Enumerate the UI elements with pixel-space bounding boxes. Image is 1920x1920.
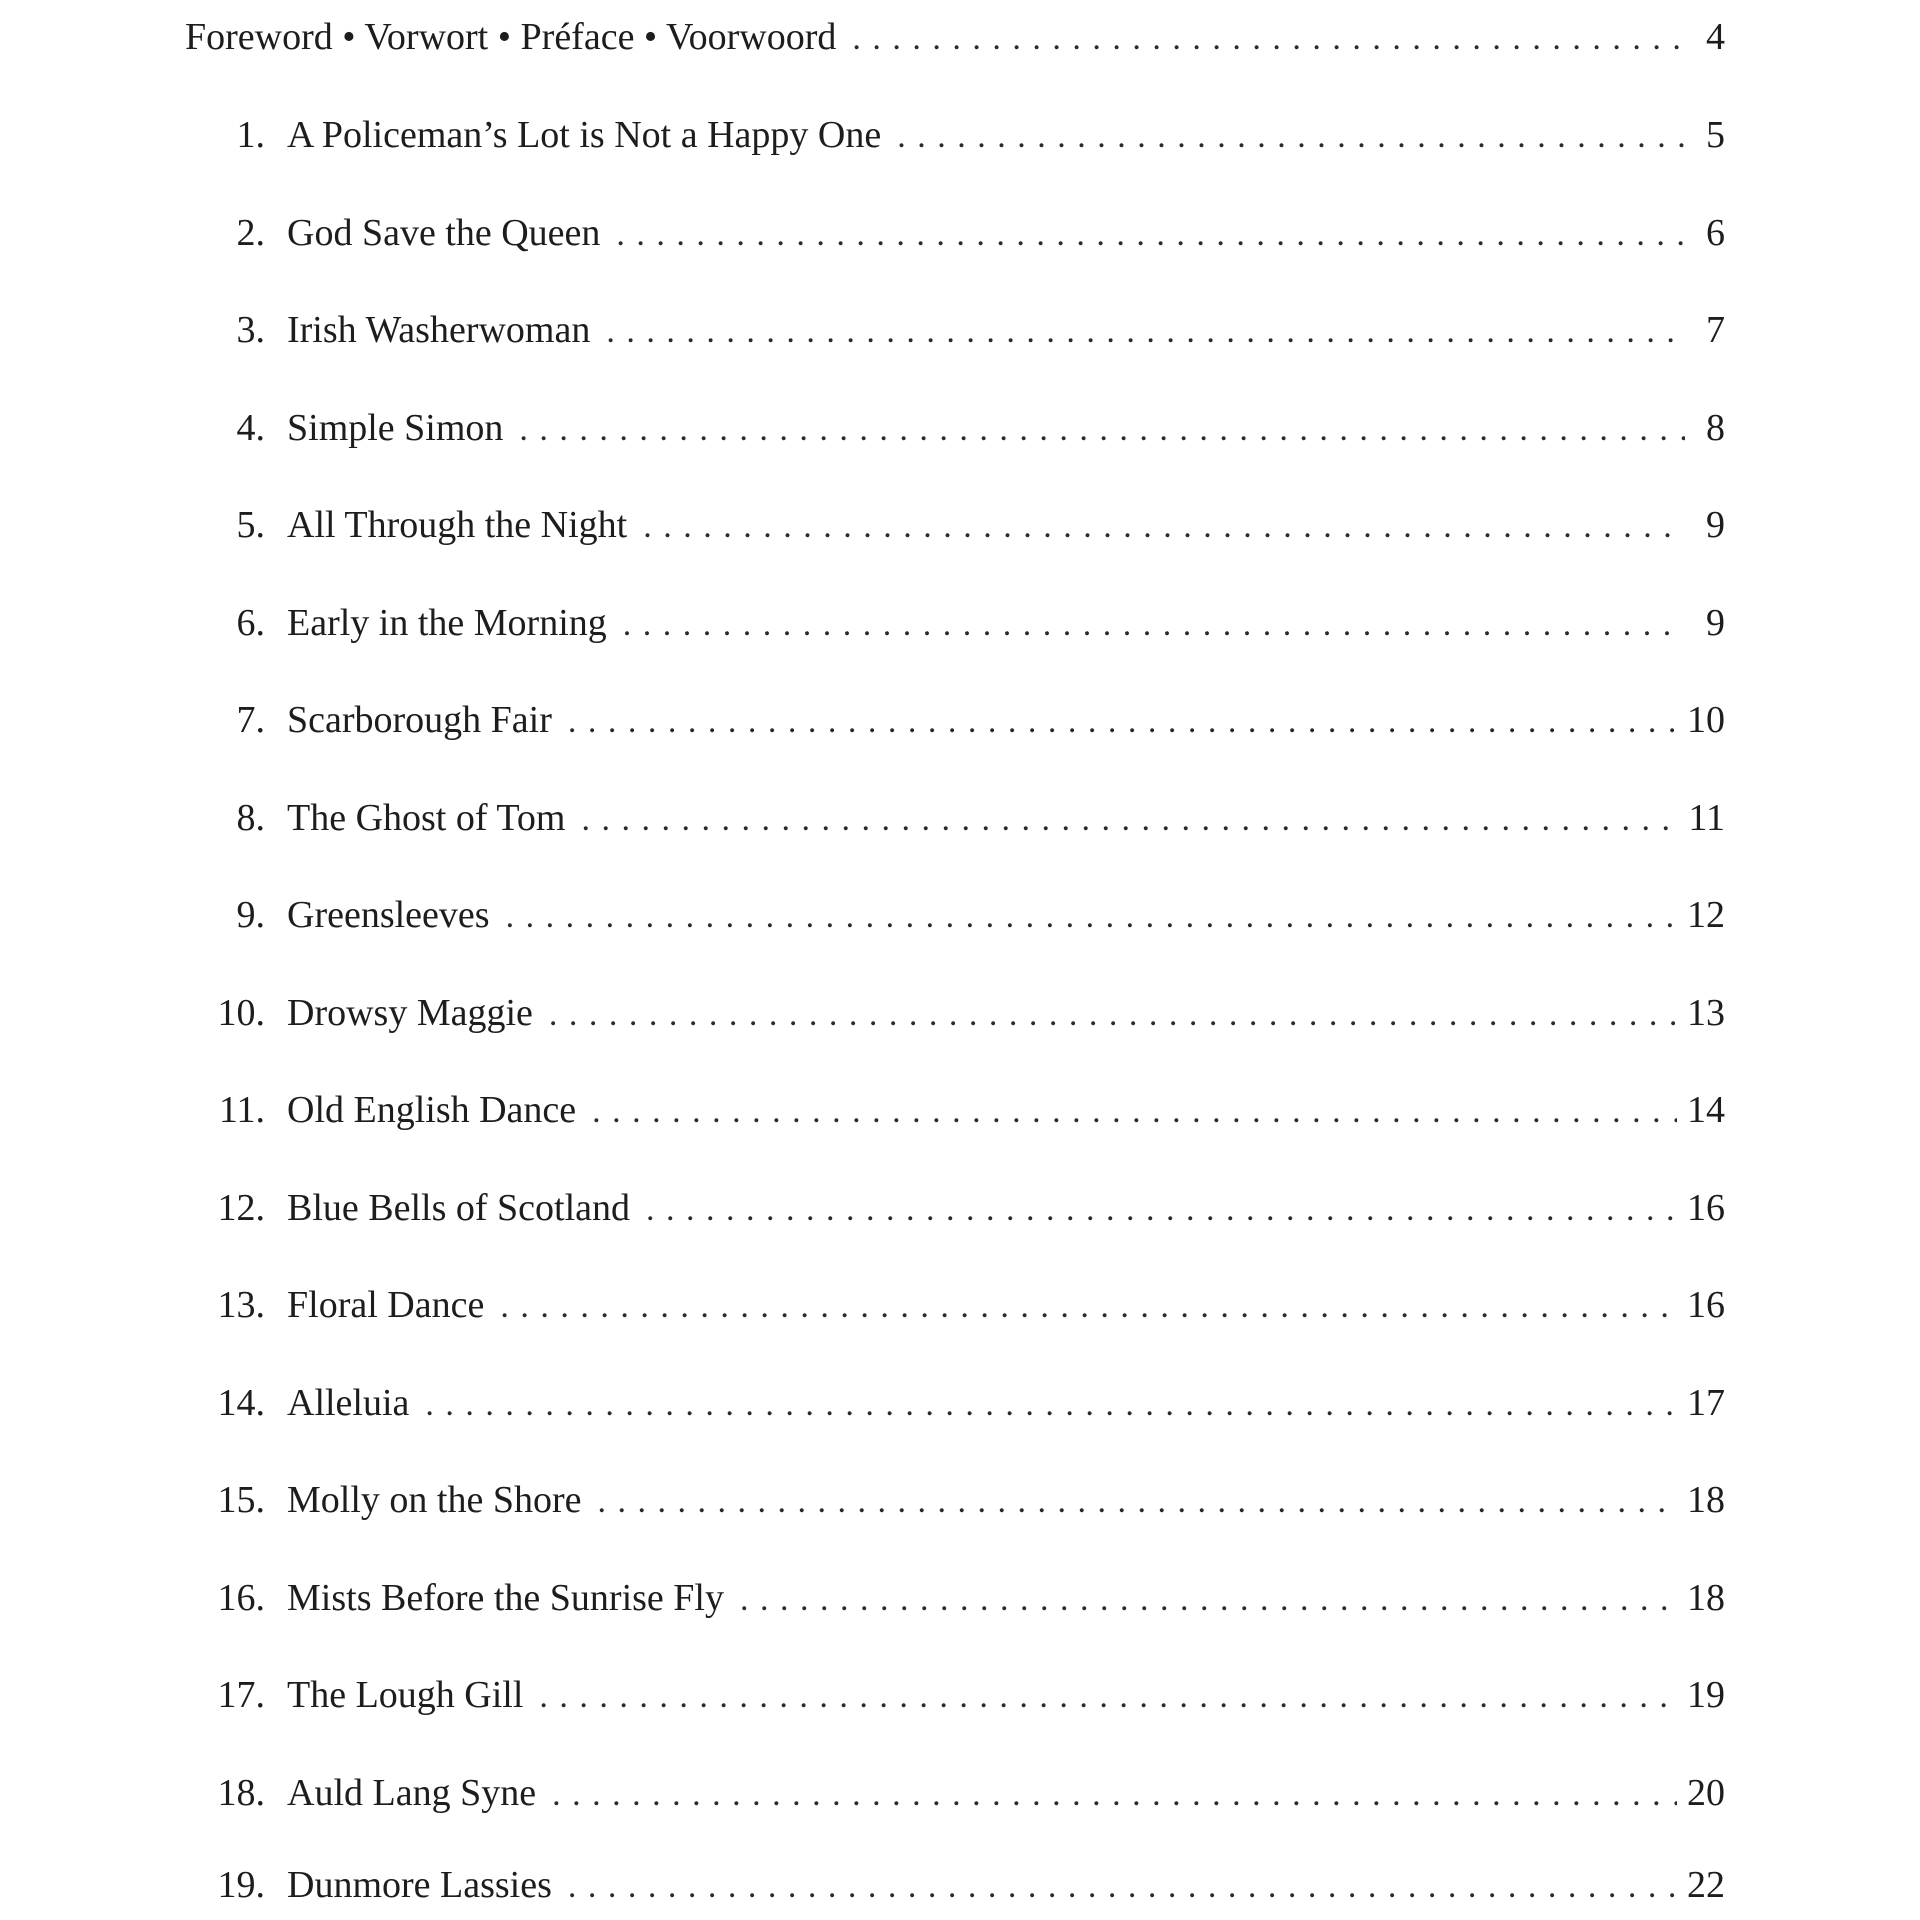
toc-page-number: 22 bbox=[1687, 1864, 1725, 1906]
toc-page-number: 4 bbox=[1706, 16, 1725, 58]
toc-entry-title: Simple Simon bbox=[287, 407, 504, 449]
toc-page-number: 17 bbox=[1687, 1382, 1725, 1424]
toc-entry-number: 15. bbox=[217, 1479, 265, 1521]
toc-entry-title: Scarborough Fair bbox=[287, 699, 552, 741]
toc-entry-title: Blue Bells of Scotland bbox=[287, 1187, 631, 1229]
toc-entry-number: 1. bbox=[236, 114, 265, 156]
toc-page-number: 20 bbox=[1687, 1772, 1725, 1814]
toc-entry-row[interactable] bbox=[185, 788, 1725, 848]
toc-entry-number: 14. bbox=[217, 1382, 265, 1424]
toc-entry-number: 6. bbox=[236, 602, 265, 644]
toc-entry-title: All Through the Night bbox=[287, 504, 628, 546]
dot-leader bbox=[646, 1180, 1677, 1240]
toc-entry-number: 19. bbox=[217, 1864, 265, 1906]
toc-page-number: 6 bbox=[1706, 212, 1725, 254]
dot-leader bbox=[852, 9, 1685, 69]
toc-page-number: 16 bbox=[1687, 1187, 1725, 1229]
dot-leader bbox=[500, 1277, 1677, 1337]
toc-entry-row[interactable] bbox=[185, 105, 1725, 165]
toc-entry-title: Auld Lang Syne bbox=[287, 1772, 537, 1814]
toc-page-number: 13 bbox=[1687, 992, 1725, 1034]
toc-page-number: 10 bbox=[1687, 699, 1725, 741]
toc-entry-row[interactable] bbox=[185, 983, 1725, 1043]
toc-entry-title: Floral Dance bbox=[287, 1284, 485, 1326]
toc-entry-title: A Policeman’s Lot is Not a Happy One bbox=[287, 114, 882, 156]
toc-entry-title: Molly on the Shore bbox=[287, 1479, 582, 1521]
dot-leader bbox=[549, 985, 1677, 1045]
dot-leader bbox=[539, 1667, 1677, 1727]
toc-entry-number: 13. bbox=[217, 1284, 265, 1326]
toc-entry-title: Alleluia bbox=[287, 1382, 410, 1424]
toc-entry-row[interactable] bbox=[185, 1855, 1725, 1915]
dot-leader bbox=[425, 1375, 1677, 1435]
toc-entry-title: Greensleeves bbox=[287, 894, 490, 936]
toc-entry-row[interactable] bbox=[185, 885, 1725, 945]
toc-entry-number: 18. bbox=[217, 1772, 265, 1814]
toc-entry-row[interactable] bbox=[185, 1763, 1725, 1823]
toc-entry-title: Early in the Morning bbox=[287, 602, 607, 644]
toc-entry-row[interactable] bbox=[185, 1275, 1725, 1335]
dot-leader bbox=[552, 1765, 1677, 1825]
toc-entry-row[interactable] bbox=[185, 1568, 1725, 1628]
dot-leader bbox=[897, 107, 1685, 167]
toc-page-number: 7 bbox=[1706, 309, 1725, 351]
toc-entry-title: The Lough Gill bbox=[287, 1674, 524, 1716]
toc-page-number: 18 bbox=[1687, 1577, 1725, 1619]
dot-leader bbox=[623, 595, 1685, 655]
dot-leader bbox=[506, 887, 1677, 947]
toc-entry-number: 9. bbox=[236, 894, 265, 936]
toc-page-number: 9 bbox=[1706, 504, 1725, 546]
table-of-contents bbox=[185, 0, 1725, 1920]
toc-page-number: 14 bbox=[1687, 1089, 1725, 1131]
toc-foreword-title: Foreword • Vorwort • Préface • Voorwoord bbox=[185, 16, 837, 58]
toc-entry-number: 3. bbox=[236, 309, 265, 351]
toc-page-number: 18 bbox=[1687, 1479, 1725, 1521]
toc-entry-number: 10. bbox=[217, 992, 265, 1034]
toc-entry-row[interactable] bbox=[185, 300, 1725, 360]
toc-page-number: 19 bbox=[1687, 1674, 1725, 1716]
dot-leader bbox=[740, 1570, 1677, 1630]
dot-leader bbox=[597, 1472, 1677, 1532]
toc-entry-number: 5. bbox=[236, 504, 265, 546]
dot-leader bbox=[616, 205, 1685, 265]
toc-entry-row[interactable] bbox=[185, 495, 1725, 555]
toc-entry-number: 2. bbox=[236, 212, 265, 254]
toc-entry-row[interactable] bbox=[185, 1470, 1725, 1530]
dot-leader bbox=[568, 1857, 1677, 1917]
toc-entry-number: 7. bbox=[236, 699, 265, 741]
toc-entry-number: 11. bbox=[218, 1089, 265, 1131]
toc-entry-number: 12. bbox=[217, 1187, 265, 1229]
dot-leader bbox=[568, 692, 1677, 752]
toc-entry-row[interactable] bbox=[185, 1665, 1725, 1725]
dot-leader bbox=[592, 1082, 1677, 1142]
toc-entry-number: 17. bbox=[217, 1674, 265, 1716]
toc-entry-title: God Save the Queen bbox=[287, 212, 601, 254]
toc-entry-row[interactable] bbox=[185, 398, 1725, 458]
toc-page-number: 11 bbox=[1688, 797, 1725, 839]
toc-page-number: 5 bbox=[1706, 114, 1725, 156]
toc-entry-title: Old English Dance bbox=[287, 1089, 577, 1131]
toc-entry-title: Drowsy Maggie bbox=[287, 992, 533, 1034]
toc-entry-row[interactable] bbox=[185, 690, 1725, 750]
toc-entry-row[interactable] bbox=[185, 1178, 1725, 1238]
toc-entry-row[interactable] bbox=[185, 203, 1725, 263]
toc-page-number: 12 bbox=[1687, 894, 1725, 936]
toc-entry-number: 16. bbox=[217, 1577, 265, 1619]
toc-entry-title: Irish Washerwoman bbox=[287, 309, 591, 351]
toc-entry-title: Mists Before the Sunrise Fly bbox=[287, 1577, 724, 1619]
dot-leader bbox=[581, 790, 1678, 850]
dot-leader bbox=[643, 497, 1685, 557]
toc-entry-number: 4. bbox=[236, 407, 265, 449]
toc-foreword-row[interactable] bbox=[185, 7, 1725, 67]
dot-leader bbox=[519, 400, 1685, 460]
toc-page-number: 16 bbox=[1687, 1284, 1725, 1326]
toc-entry-title: Dunmore Lassies bbox=[287, 1864, 552, 1906]
toc-entry-row[interactable] bbox=[185, 593, 1725, 653]
toc-entry-row[interactable] bbox=[185, 1373, 1725, 1433]
toc-page-number: 9 bbox=[1706, 602, 1725, 644]
toc-entry-row[interactable] bbox=[185, 1080, 1725, 1140]
toc-entry-title: The Ghost of Tom bbox=[287, 797, 566, 839]
toc-page-number: 8 bbox=[1706, 407, 1725, 449]
toc-entry-number: 8. bbox=[236, 797, 265, 839]
dot-leader bbox=[606, 302, 1685, 362]
